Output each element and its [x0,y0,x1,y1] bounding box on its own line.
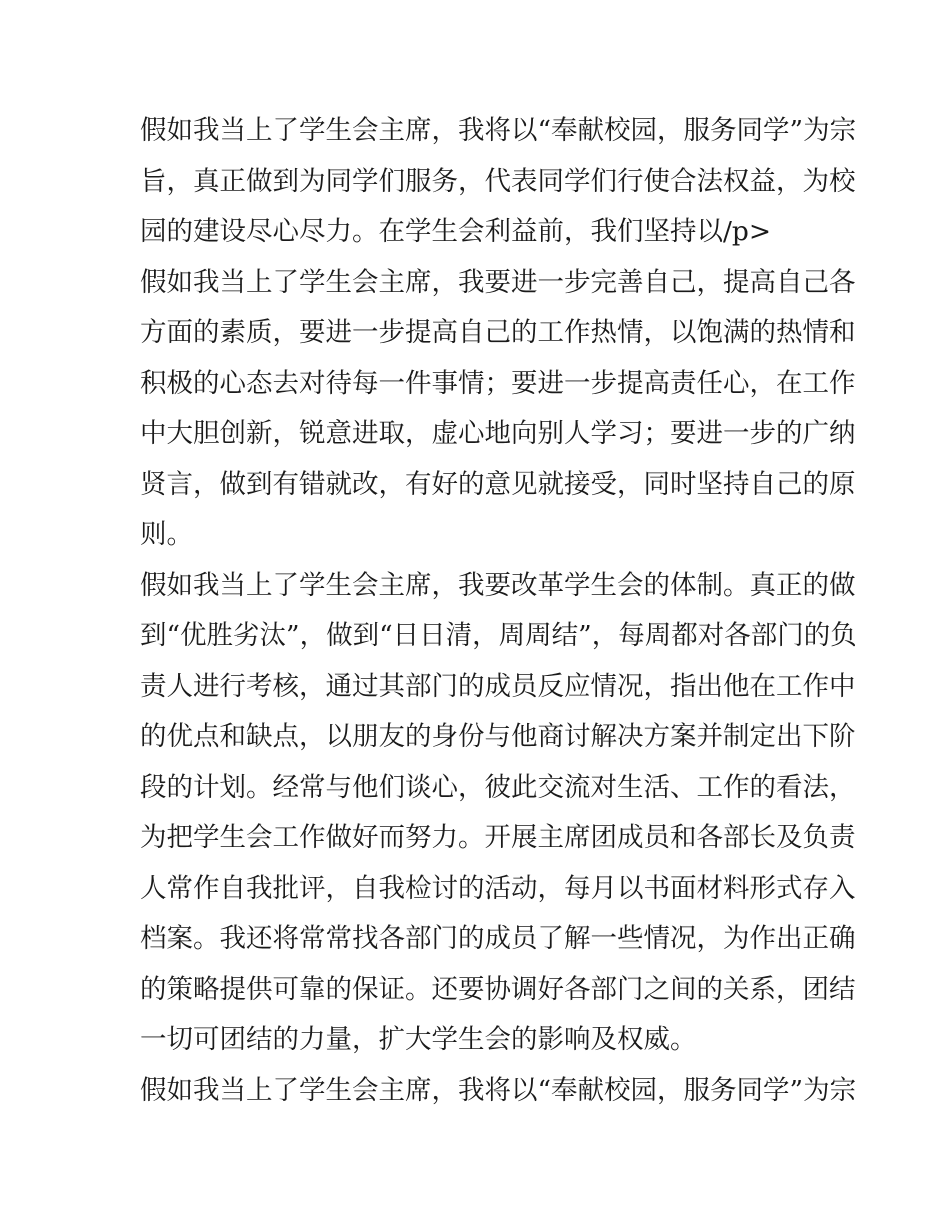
text-line: 旨，真正做到为同学们服务，代表同学们行使合法权益，为校 [140,165,856,197]
text-line: 假如我当上了学生会主席，我将以“奉献校园，服务同学”为宗 [140,115,857,146]
text-line: 积极的心态去对待每一件事情；要进一步提高责任心，在工作 [140,367,856,399]
paragraph-2 [140,258,856,561]
text-line: 方面的素质，要进一步提高自己的工作热情，以饱满的热情和 [140,317,856,348]
text-line: 一切可团结的力量，扩大学生会的影响及权威。 [140,1024,697,1055]
text-line: 假如我当上了学生会主席，我要进一步完善自己，提高自己各 [140,266,856,298]
text-line: 人常作自我批评，自我检讨的活动，每月以书面材料形式存入 [140,872,856,904]
text-line: 责人进行考核，通过其部门的成员反应情况，指出他在工作中 [140,670,856,702]
text-line: 档案。我还将常常找各部门的成员了解一些情况，为作出正确 [140,923,856,954]
text-line: 到“优胜劣汰”，做到“日日清，周周结”，每周都对各部门的负 [140,620,857,651]
text-line: 园的建设尽心尽力。在学生会利益前，我们坚持以/p> [140,216,772,247]
text-line: 假如我当上了学生会主席，我将以“奉献校园，服务同学”为宗 [140,1074,857,1106]
text-line: 贤言，做到有错就改，有好的意见就接受，同时坚持自己的原 [140,468,856,500]
text-line: 假如我当上了学生会主席，我要改革学生会的体制。真正的做 [140,569,856,601]
text-line: 段的计划。经常与他们谈心，彼此交流对生活、工作的看法， [140,771,856,803]
text-line: 则。 [140,519,193,550]
paragraph-1 [140,106,857,258]
text-line: 为把学生会工作做好而努力。开展主席团成员和各部长及负责 [140,822,856,853]
document-body [140,106,857,1116]
text-line: 的策略提供可靠的保证。还要协调好各部门之间的关系，团结 [140,973,856,1005]
text-line: 的优点和缺点，以朋友的身份与他商讨解决方案并制定出下阶 [140,721,856,752]
paragraph-3 [140,561,857,1066]
text-line: 中大胆创新，锐意进取，虚心地向别人学习；要进一步的广纳 [140,418,856,449]
paragraph-4 [140,1066,857,1117]
